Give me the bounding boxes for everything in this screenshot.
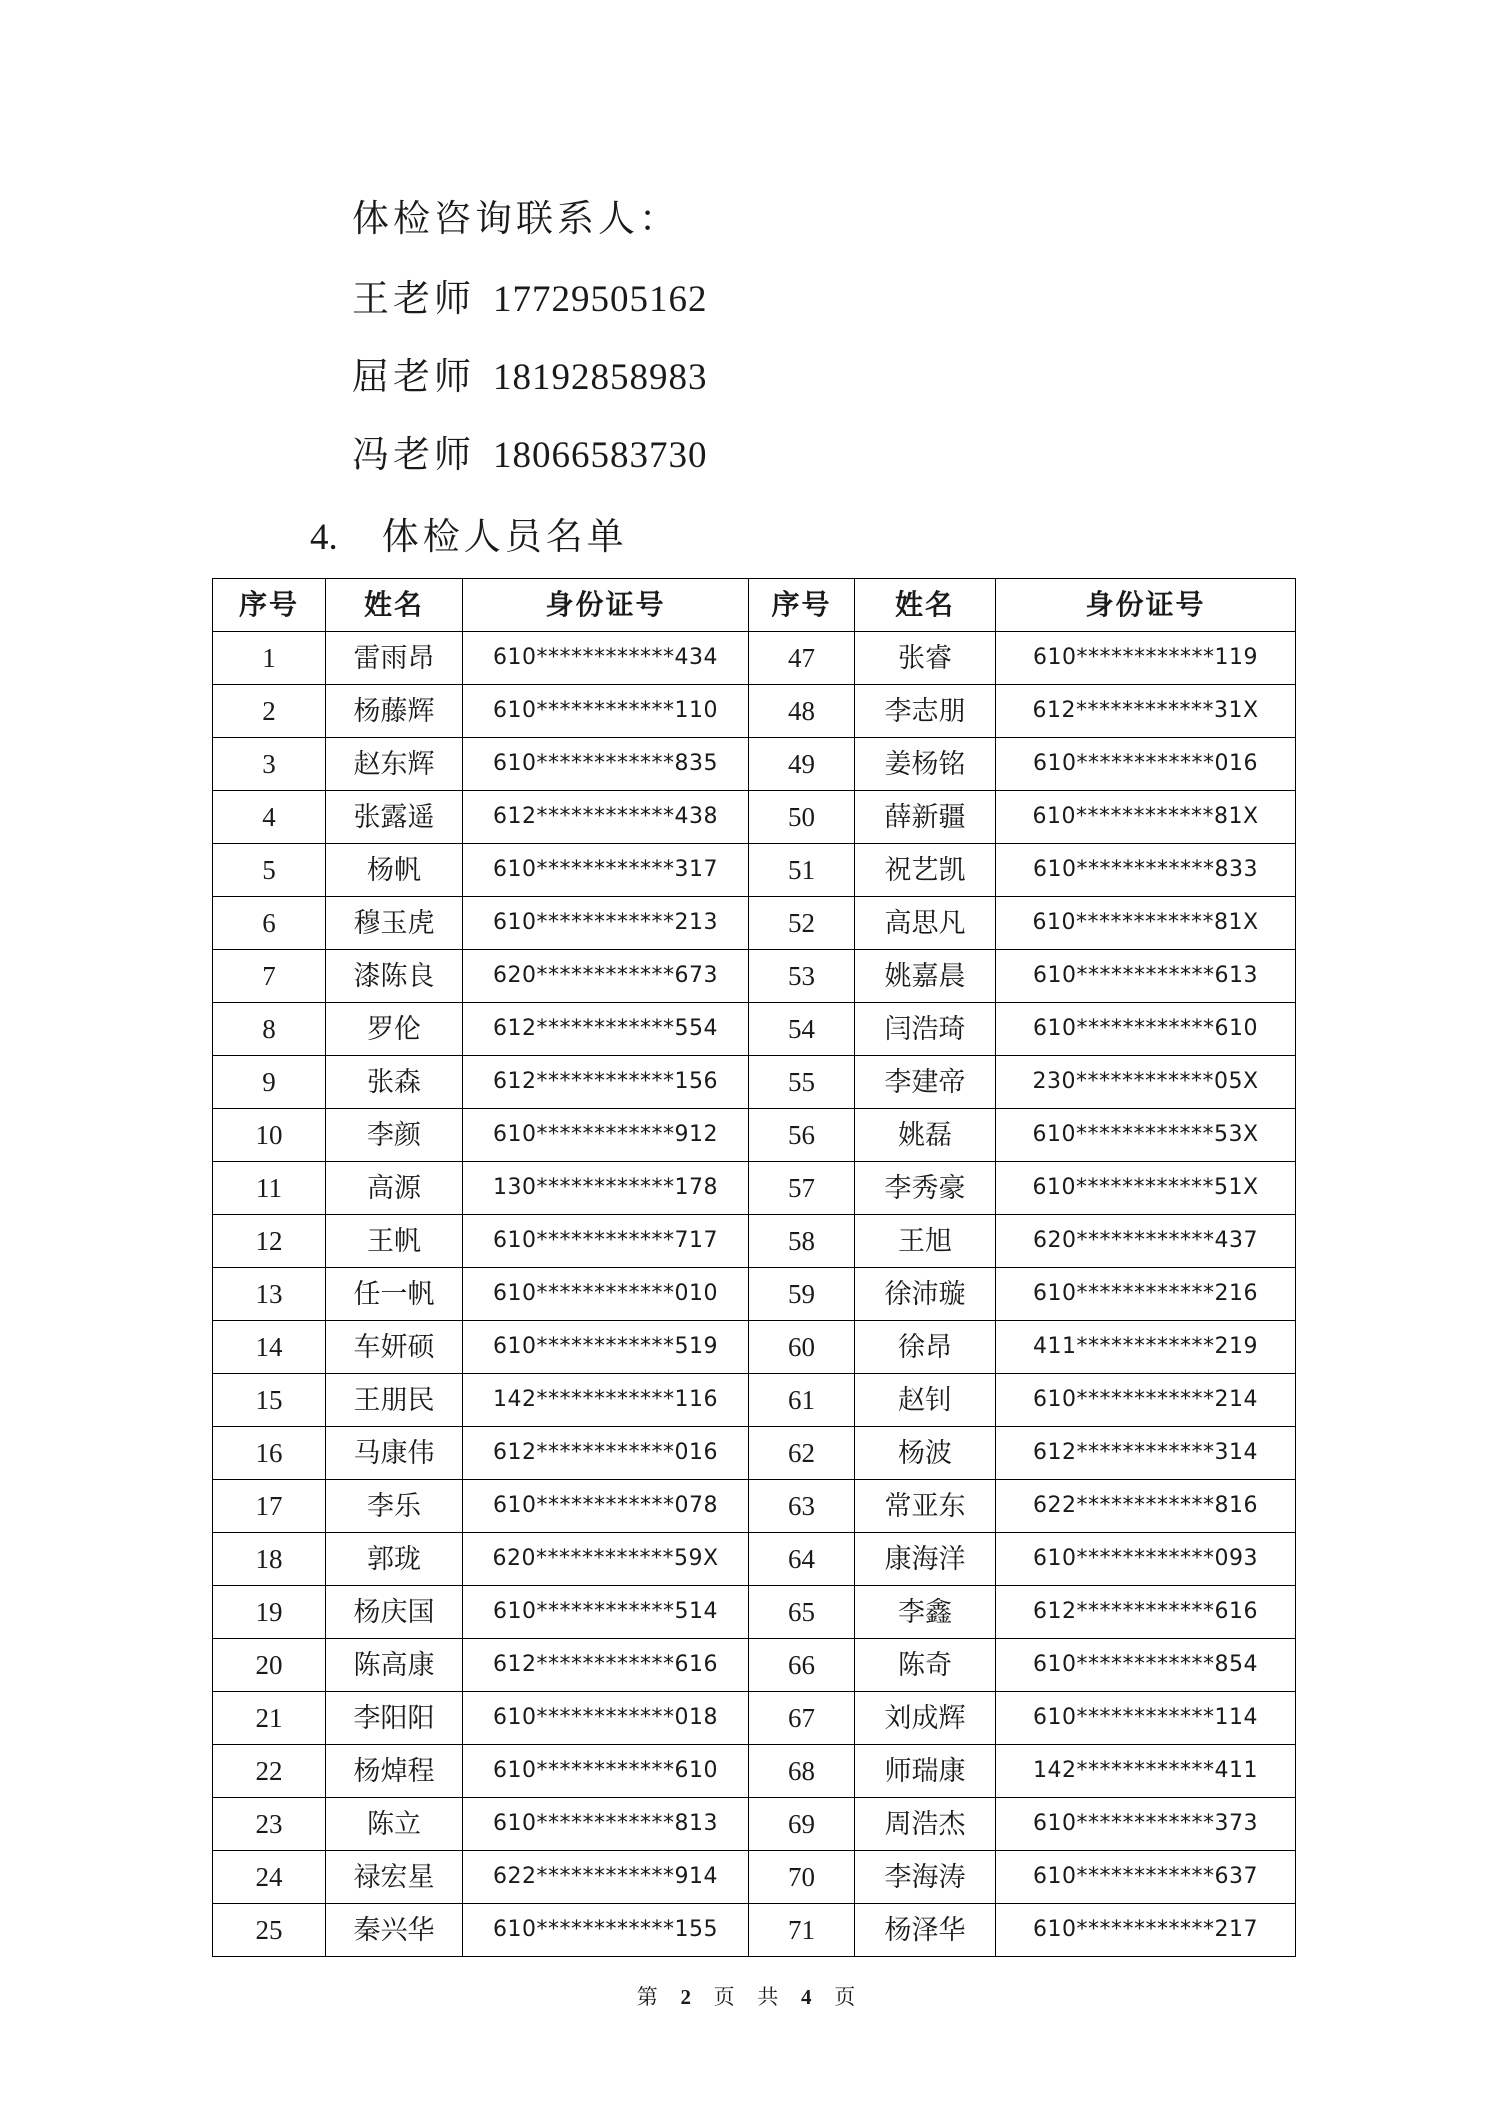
footer-suffix: 页: [834, 1985, 864, 2009]
id-number-cell: 610************514: [463, 1586, 749, 1639]
seq-cell: 62: [749, 1427, 855, 1480]
name-cell: 张睿: [855, 632, 996, 685]
table-row: [213, 1003, 1296, 1056]
name-cell: 姚磊: [855, 1109, 996, 1162]
name-cell: 王朋民: [326, 1374, 463, 1427]
footer-middle: 页 共: [713, 1985, 787, 2009]
id-number-cell: 610************833: [996, 844, 1296, 897]
name-cell: 李乐: [326, 1480, 463, 1533]
id-number-cell: 610************53X: [996, 1109, 1296, 1162]
header-seq: 序号: [213, 579, 326, 632]
name-cell: 杨藤辉: [326, 685, 463, 738]
seq-cell: 20: [213, 1639, 326, 1692]
id-number-cell: 610************093: [996, 1533, 1296, 1586]
name-cell: 陈高康: [326, 1639, 463, 1692]
section-title: 体检人员名单: [381, 515, 628, 558]
id-number-cell: 612************31X: [996, 685, 1296, 738]
seq-cell: 1: [213, 632, 326, 685]
seq-cell: 11: [213, 1162, 326, 1215]
id-number-cell: 610************610: [463, 1745, 749, 1798]
name-cell: 禄宏星: [326, 1851, 463, 1904]
contacts-heading: 体检咨询联系人：: [352, 197, 680, 240]
name-cell: 王旭: [855, 1215, 996, 1268]
table-row: [213, 1321, 1296, 1374]
seq-cell: 66: [749, 1639, 855, 1692]
seq-cell: 54: [749, 1003, 855, 1056]
seq-cell: 7: [213, 950, 326, 1003]
id-number-cell: 610************119: [996, 632, 1296, 685]
name-cell: 陈立: [326, 1798, 463, 1851]
roster-table: [212, 578, 1296, 1957]
header-id: 身份证号: [996, 579, 1296, 632]
id-number-cell: 610************434: [463, 632, 749, 685]
seq-cell: 3: [213, 738, 326, 791]
seq-cell: 50: [749, 791, 855, 844]
id-number-cell: 610************217: [996, 1904, 1296, 1957]
page-footer: [0, 1981, 1500, 2011]
seq-cell: 51: [749, 844, 855, 897]
table-row: [213, 1374, 1296, 1427]
seq-cell: 2: [213, 685, 326, 738]
seq-cell: 64: [749, 1533, 855, 1586]
name-cell: 薛新疆: [855, 791, 996, 844]
name-cell: 漆陈良: [326, 950, 463, 1003]
name-cell: 赵钊: [855, 1374, 996, 1427]
table-header-row: [213, 579, 1296, 632]
seq-cell: 55: [749, 1056, 855, 1109]
section-number: 4.: [310, 517, 338, 558]
contact-name: 王老师: [352, 277, 475, 320]
name-cell: 郭珑: [326, 1533, 463, 1586]
table-row: [213, 1692, 1296, 1745]
name-cell: 任一帆: [326, 1268, 463, 1321]
id-number-cell: 612************314: [996, 1427, 1296, 1480]
name-cell: 雷雨昂: [326, 632, 463, 685]
seq-cell: 70: [749, 1851, 855, 1904]
seq-cell: 52: [749, 897, 855, 950]
seq-cell: 69: [749, 1798, 855, 1851]
id-number-cell: 610************519: [463, 1321, 749, 1374]
footer-prefix: 第: [636, 1985, 666, 2009]
id-number-cell: 610************018: [463, 1692, 749, 1745]
id-number-cell: 612************016: [463, 1427, 749, 1480]
id-number-cell: 620************673: [463, 950, 749, 1003]
seq-cell: 10: [213, 1109, 326, 1162]
header-name: 姓名: [855, 579, 996, 632]
table-row: [213, 685, 1296, 738]
id-number-cell: 622************816: [996, 1480, 1296, 1533]
seq-cell: 15: [213, 1374, 326, 1427]
name-cell: 师瑞康: [855, 1745, 996, 1798]
table-row: [213, 1215, 1296, 1268]
seq-cell: 5: [213, 844, 326, 897]
id-number-cell: 142************411: [996, 1745, 1296, 1798]
name-cell: 祝艺凯: [855, 844, 996, 897]
table-row: [213, 1798, 1296, 1851]
id-number-cell: 610************912: [463, 1109, 749, 1162]
table-row: [213, 791, 1296, 844]
name-cell: 常亚东: [855, 1480, 996, 1533]
id-number-cell: 612************438: [463, 791, 749, 844]
name-cell: 高思凡: [855, 897, 996, 950]
seq-cell: 49: [749, 738, 855, 791]
id-number-cell: 411************219: [996, 1321, 1296, 1374]
seq-cell: 47: [749, 632, 855, 685]
table-row: [213, 844, 1296, 897]
table-row: [213, 1109, 1296, 1162]
id-number-cell: 610************610: [996, 1003, 1296, 1056]
table-row: [213, 1162, 1296, 1215]
name-cell: 徐昂: [855, 1321, 996, 1374]
id-number-cell: 610************078: [463, 1480, 749, 1533]
table-row: [213, 1480, 1296, 1533]
name-cell: 秦兴华: [326, 1904, 463, 1957]
id-number-cell: 610************010: [463, 1268, 749, 1321]
seq-cell: 19: [213, 1586, 326, 1639]
table-row: [213, 1056, 1296, 1109]
header-name: 姓名: [326, 579, 463, 632]
table-row: [213, 738, 1296, 791]
seq-cell: 61: [749, 1374, 855, 1427]
section-heading: [310, 515, 628, 558]
name-cell: 李鑫: [855, 1586, 996, 1639]
name-cell: 周浩杰: [855, 1798, 996, 1851]
name-cell: 李海涛: [855, 1851, 996, 1904]
contact-item: [352, 433, 708, 476]
seq-cell: 63: [749, 1480, 855, 1533]
id-number-cell: 130************178: [463, 1162, 749, 1215]
table-row: [213, 1904, 1296, 1957]
contact-item: [352, 277, 708, 320]
name-cell: 张森: [326, 1056, 463, 1109]
id-number-cell: 610************214: [996, 1374, 1296, 1427]
table-row: [213, 1639, 1296, 1692]
id-number-cell: 610************114: [996, 1692, 1296, 1745]
name-cell: 杨焯程: [326, 1745, 463, 1798]
id-number-cell: 610************317: [463, 844, 749, 897]
seq-cell: 22: [213, 1745, 326, 1798]
table-row: [213, 950, 1296, 1003]
table-row: [213, 1427, 1296, 1480]
id-number-cell: 610************813: [463, 1798, 749, 1851]
seq-cell: 53: [749, 950, 855, 1003]
id-number-cell: 612************616: [996, 1586, 1296, 1639]
table-row: [213, 1851, 1296, 1904]
table-row: [213, 1533, 1296, 1586]
seq-cell: 9: [213, 1056, 326, 1109]
id-number-cell: 610************155: [463, 1904, 749, 1957]
name-cell: 陈奇: [855, 1639, 996, 1692]
contact-phone: 17729505162: [493, 279, 708, 320]
id-number-cell: 610************854: [996, 1639, 1296, 1692]
name-cell: 杨帆: [326, 844, 463, 897]
name-cell: 赵东辉: [326, 738, 463, 791]
seq-cell: 48: [749, 685, 855, 738]
id-number-cell: 612************616: [463, 1639, 749, 1692]
name-cell: 杨庆国: [326, 1586, 463, 1639]
id-number-cell: 610************110: [463, 685, 749, 738]
seq-cell: 68: [749, 1745, 855, 1798]
id-number-cell: 142************116: [463, 1374, 749, 1427]
seq-cell: 25: [213, 1904, 326, 1957]
seq-cell: 6: [213, 897, 326, 950]
seq-cell: 4: [213, 791, 326, 844]
name-cell: 杨波: [855, 1427, 996, 1480]
id-number-cell: 610************613: [996, 950, 1296, 1003]
name-cell: 车妍硕: [326, 1321, 463, 1374]
seq-cell: 65: [749, 1586, 855, 1639]
id-number-cell: 610************373: [996, 1798, 1296, 1851]
seq-cell: 60: [749, 1321, 855, 1374]
name-cell: 闫浩琦: [855, 1003, 996, 1056]
name-cell: 李颜: [326, 1109, 463, 1162]
contact-name: 冯老师: [352, 433, 475, 476]
name-cell: 李阳阳: [326, 1692, 463, 1745]
id-number-cell: 620************437: [996, 1215, 1296, 1268]
seq-cell: 59: [749, 1268, 855, 1321]
header-id: 身份证号: [463, 579, 749, 632]
table-row: [213, 897, 1296, 950]
seq-cell: 71: [749, 1904, 855, 1957]
id-number-cell: 610************717: [463, 1215, 749, 1268]
name-cell: 马康伟: [326, 1427, 463, 1480]
name-cell: 姚嘉晨: [855, 950, 996, 1003]
id-number-cell: 610************637: [996, 1851, 1296, 1904]
table-row: [213, 1268, 1296, 1321]
name-cell: 康海洋: [855, 1533, 996, 1586]
id-number-cell: 622************914: [463, 1851, 749, 1904]
table-row: [213, 632, 1296, 685]
roster-body: [213, 632, 1296, 1957]
name-cell: 李建帝: [855, 1056, 996, 1109]
name-cell: 穆玉虎: [326, 897, 463, 950]
seq-cell: 14: [213, 1321, 326, 1374]
name-cell: 李志朋: [855, 685, 996, 738]
id-number-cell: 612************156: [463, 1056, 749, 1109]
contact-item: [352, 355, 708, 398]
name-cell: 刘成辉: [855, 1692, 996, 1745]
name-cell: 张露遥: [326, 791, 463, 844]
contact-name: 屈老师: [352, 355, 475, 398]
seq-cell: 57: [749, 1162, 855, 1215]
name-cell: 高源: [326, 1162, 463, 1215]
name-cell: 徐沛璇: [855, 1268, 996, 1321]
name-cell: 王帆: [326, 1215, 463, 1268]
seq-cell: 18: [213, 1533, 326, 1586]
id-number-cell: 610************81X: [996, 791, 1296, 844]
seq-cell: 24: [213, 1851, 326, 1904]
id-number-cell: 620************59X: [463, 1533, 749, 1586]
seq-cell: 12: [213, 1215, 326, 1268]
id-number-cell: 610************213: [463, 897, 749, 950]
id-number-cell: 610************81X: [996, 897, 1296, 950]
seq-cell: 56: [749, 1109, 855, 1162]
seq-cell: 13: [213, 1268, 326, 1321]
seq-cell: 58: [749, 1215, 855, 1268]
seq-cell: 16: [213, 1427, 326, 1480]
footer-total-pages: 4: [801, 1985, 820, 2009]
seq-cell: 67: [749, 1692, 855, 1745]
id-number-cell: 610************216: [996, 1268, 1296, 1321]
contact-phone: 18192858983: [493, 357, 708, 398]
name-cell: 杨泽华: [855, 1904, 996, 1957]
contact-phone: 18066583730: [493, 435, 708, 476]
seq-cell: 8: [213, 1003, 326, 1056]
seq-cell: 23: [213, 1798, 326, 1851]
seq-cell: 17: [213, 1480, 326, 1533]
id-number-cell: 610************835: [463, 738, 749, 791]
header-seq: 序号: [749, 579, 855, 632]
name-cell: 姜杨铭: [855, 738, 996, 791]
table-row: [213, 1586, 1296, 1639]
id-number-cell: 612************554: [463, 1003, 749, 1056]
footer-page-number: 2: [680, 1985, 699, 2009]
id-number-cell: 230************05X: [996, 1056, 1296, 1109]
table-row: [213, 1745, 1296, 1798]
name-cell: 李秀豪: [855, 1162, 996, 1215]
name-cell: 罗伦: [326, 1003, 463, 1056]
id-number-cell: 610************51X: [996, 1162, 1296, 1215]
id-number-cell: 610************016: [996, 738, 1296, 791]
seq-cell: 21: [213, 1692, 326, 1745]
